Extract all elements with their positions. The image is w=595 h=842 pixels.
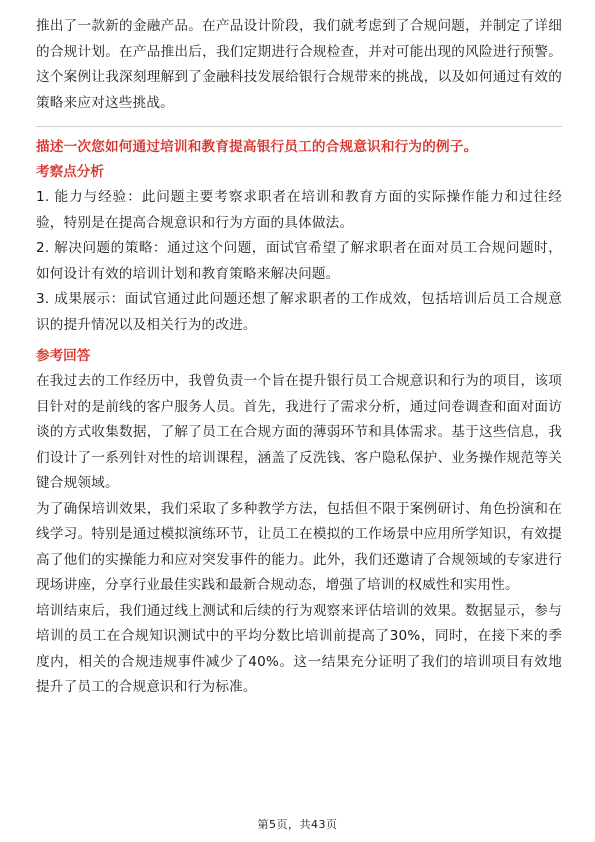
answer-heading: 参考回答	[36, 348, 91, 364]
intro-paragraph: 推出了一款新的金融产品。在产品设计阶段，我们就考虑到了合规问题，并制定了详细的合规计划。在产品推出后，我们定期进行合规检查，并对可能出现的风险进行预警。这个案例让我深刻理解到了金融科技发展给银行合规带来的挑战，以及如何通过有效的策略来应对这些挑战。	[36, 18, 562, 111]
answer-paragraph: 为了确保培训效果，我们采取了多种教学方法，包括但不限于案例研讨、角色扮演和在线学习。特别是通过模拟演练环节，让员工在模拟的工作场景中应用所学知识，有效提高了他们的实操能力和应对突发事件的能力。此外，我们还邀请了合规领域的专家进行现场讲座，分享行业最佳实践和最新合规动态，增强了培训的权威性和实用性。	[36, 500, 562, 593]
analysis-item: 1. 能力与经验：此问题主要考察求职者在培训和教育方面的实际操作能力和过往经验，特别是在提高合规意识和行为方面的具体做法。	[36, 189, 562, 231]
analysis-heading: 考察点分析	[36, 164, 104, 180]
interview-question: 描述一次您如何通过培训和教育提高银行员工的合规意识和行为的例子。	[36, 139, 478, 155]
answer-paragraph: 培训结束后，我们通过线上测试和后续的行为观察来评估培训的效果。数据显示，参与培训的员工在合规知识测试中的平均分数比培训前提高了30%，同时，在接下来的季度内，相关的合规违规事件减少了40%。这一结果充分证明了我们的培训项目有效地提升了员工的合规意识和行为标准。	[36, 602, 562, 695]
page-number: 第5页，共43页	[257, 818, 338, 831]
document-page	[36, 14, 562, 701]
analysis-item: 3. 成果展示：面试官通过此问题还想了解求职者的工作成效，包括培训后员工合规意识的提升情况以及相关行为的改进。	[36, 291, 562, 333]
section-divider	[36, 126, 562, 127]
analysis-item: 2. 解决问题的策略：通过这个问题，面试官希望了解求职者在面对员工合规问题时，如何设计有效的培训计划和教育策略来解决问题。	[36, 240, 562, 282]
answer-paragraph: 在我过去的工作经历中，我曾负责一个旨在提升银行员工合规意识和行为的项目，该项目针对的是前线的客户服务人员。首先，我进行了需求分析，通过问卷调查和面对面访谈的方式收集数据，了解了员工在合规方面的薄弱环节和具体需求。基于这些信息，我们设计了一系列针对性的培训课程，涵盖了反洗钱、客户隐私保护、业务操作规范等关键合规领域。	[36, 373, 562, 491]
